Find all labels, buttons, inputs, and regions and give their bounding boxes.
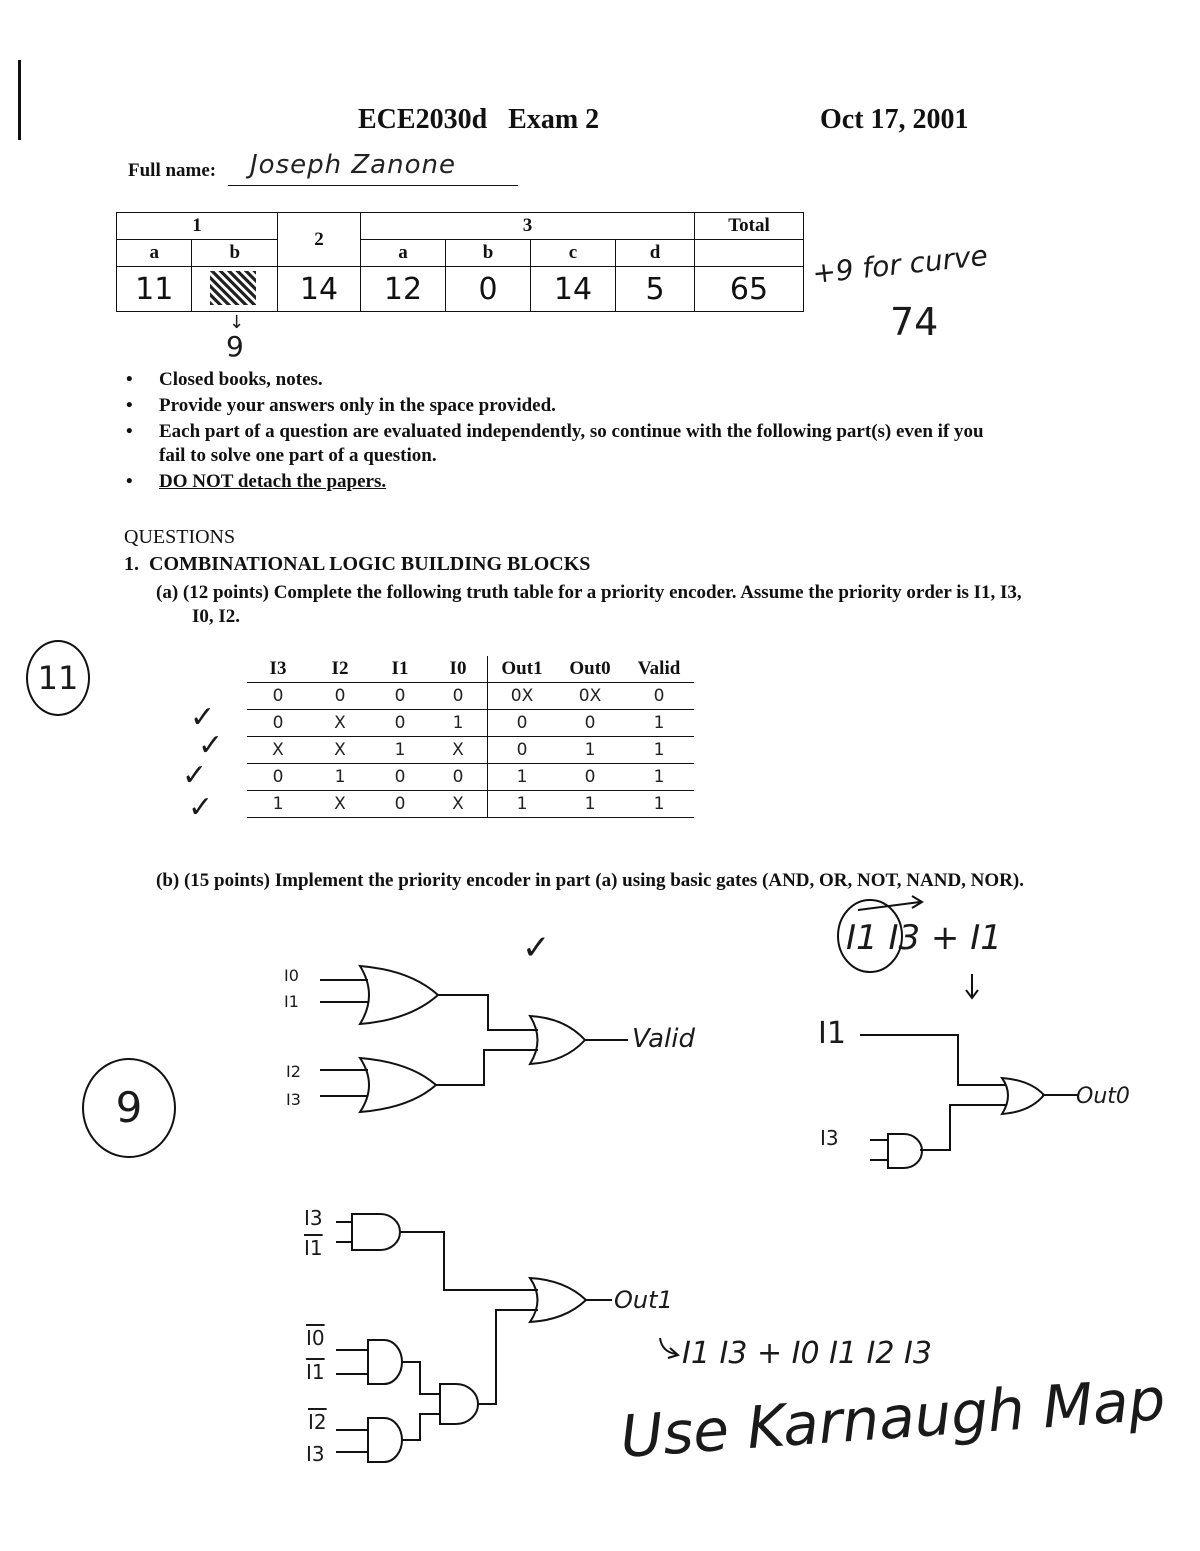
or-gate-valid: [530, 1016, 585, 1064]
input-label: I1: [304, 1236, 323, 1260]
tt-cell: 1: [488, 791, 557, 818]
name-label: Full name:: [128, 160, 217, 181]
student-name: Joseph Zanone: [250, 150, 456, 180]
tt-cell: X: [309, 737, 371, 764]
arrow-icon: [966, 974, 978, 998]
tt-cell: 1: [624, 791, 694, 818]
score-3b: 0: [446, 267, 531, 312]
tt-cell: 1: [371, 737, 429, 764]
input-label: I1: [306, 1360, 325, 1384]
tt-cell: 0: [488, 737, 557, 764]
out1-output-label: Out1: [614, 1286, 673, 1314]
tt-header-out1: Out1: [488, 656, 557, 683]
score-header-q3: 3: [361, 213, 695, 240]
wires-out0: [860, 1035, 1078, 1160]
and-gate-c: [368, 1340, 402, 1384]
score-header-q1: 1: [117, 213, 278, 240]
score-header-1a: a: [117, 240, 192, 267]
tt-cell: 1: [488, 764, 557, 791]
input-label: I3: [304, 1206, 323, 1230]
score-1b-corrected: 9: [226, 330, 244, 363]
tt-cell: 0: [371, 764, 429, 791]
tt-cell: 0: [371, 791, 429, 818]
tt-cell: 0: [247, 710, 309, 737]
arrow-down-icon: ↓: [229, 312, 245, 333]
bullet-icon: •: [126, 369, 133, 390]
instruction-item: • Provide your answers only in the space provided.: [126, 395, 556, 416]
tt-cell: 1: [556, 791, 624, 818]
score-total: 65: [695, 267, 804, 312]
tt-cell: 0: [624, 683, 694, 710]
tt-cell: X: [429, 791, 488, 818]
tt-cell: 1: [624, 764, 694, 791]
and-gate-e: [440, 1384, 478, 1424]
question-1-title: 1. COMBINATIONAL LOGIC BUILDING BLOCKS: [124, 553, 591, 575]
tt-cell: 0: [556, 710, 624, 737]
input-label: I0: [284, 966, 299, 985]
curved-total: 74: [890, 300, 939, 344]
question-1a-text: (a) (12 points) Complete the following truth table for a priority encoder. Assume the priority order is I1, I3, I0, I2.: [156, 582, 1022, 627]
check-icon: ✓: [188, 790, 214, 825]
tt-header-i2: I2: [309, 656, 371, 683]
and-gate-a: [352, 1214, 400, 1250]
input-label: I1: [284, 992, 299, 1011]
tt-cell: X: [309, 791, 371, 818]
input-label: I2: [286, 1062, 301, 1081]
bullet-icon: •: [126, 471, 133, 492]
curve-note: +9 for curve: [810, 238, 990, 291]
check-icon: ✓: [190, 700, 216, 735]
score-header-3b: b: [446, 240, 531, 267]
input-label: I1: [818, 1016, 846, 1051]
score-1a: 11: [117, 267, 192, 312]
score-header-1b: b: [192, 240, 278, 267]
course-title: ECE2030d Exam 2: [358, 104, 600, 135]
input-label: I3: [286, 1090, 301, 1109]
tt-cell: 0: [429, 683, 488, 710]
instruction-item: • DO NOT detach the papers.: [126, 471, 387, 492]
or-gate-out1: [530, 1278, 586, 1322]
tt-header-i1: I1: [371, 656, 429, 683]
part-a-score: 11: [37, 659, 79, 697]
check-icon: ✓: [182, 758, 208, 793]
check-icon: ✓: [198, 728, 224, 763]
score-3c: 14: [531, 267, 616, 312]
score-header-q2: 2: [278, 213, 361, 267]
bullet-icon: •: [126, 421, 133, 442]
valid-output-label: Valid: [632, 1024, 696, 1054]
tt-cell: 0X: [556, 683, 624, 710]
instruction-item: • Closed books, notes.: [126, 369, 323, 390]
questions-heading: QUESTIONS: [124, 526, 236, 548]
tt-header-i0: I0: [429, 656, 488, 683]
out0-expression: I1 I3 + I1: [846, 918, 1002, 958]
or-gate-1: [360, 966, 438, 1024]
tt-header-valid: Valid: [624, 656, 694, 683]
part-b-score: 9: [115, 1083, 143, 1132]
check-icon: ✓: [522, 928, 551, 968]
tt-cell: 0: [247, 683, 309, 710]
question-1b-text: (b) (15 points) Implement the priority encoder in part (a) using basic gates (AND, OR, NOT, NAND, NOR).: [156, 870, 1024, 891]
tt-cell: 1: [247, 791, 309, 818]
tt-cell: 0: [371, 710, 429, 737]
instruction-item: • Each part of a question are evaluated independently, so continue with the following part(s) even if you fail to solve one part of a question.: [126, 421, 984, 466]
and-gate-d: [368, 1418, 402, 1462]
tt-cell: 1: [429, 710, 488, 737]
tt-cell: 1: [624, 710, 694, 737]
tt-cell: 0: [309, 683, 371, 710]
tt-cell: 1: [309, 764, 371, 791]
tt-cell: 0: [371, 683, 429, 710]
tt-cell: 1: [624, 737, 694, 764]
tt-cell: X: [309, 710, 371, 737]
input-label: I0: [306, 1326, 325, 1350]
tt-cell: X: [247, 737, 309, 764]
and-gate-out0: [888, 1134, 922, 1168]
bullet-icon: •: [126, 395, 133, 416]
score-header-3c: c: [531, 240, 616, 267]
or-gate-2: [360, 1058, 436, 1112]
score-3d: 5: [616, 267, 695, 312]
or-gate-out0: [1002, 1078, 1044, 1114]
exam-date: Oct 17, 2001: [820, 104, 969, 135]
input-label: I3: [306, 1442, 325, 1466]
out1-expression: I1 I3 + I0 I1 I2 I3: [682, 1336, 932, 1371]
tt-header-i3: I3: [247, 656, 309, 683]
score-2: 14: [278, 267, 361, 312]
tt-cell: 0: [488, 710, 557, 737]
out0-output-label: Out0: [1076, 1084, 1130, 1109]
score-header-3d: d: [616, 240, 695, 267]
tt-cell: 0: [247, 764, 309, 791]
tt-cell: X: [429, 737, 488, 764]
input-label: I2: [308, 1410, 327, 1434]
tt-cell: 1: [556, 737, 624, 764]
score-3a: 12: [361, 267, 446, 312]
tt-cell: 0: [429, 764, 488, 791]
tt-header-out0: Out0: [556, 656, 624, 683]
karnaugh-note: Use Karnaugh Map: [618, 1365, 1168, 1471]
score-header-3a: a: [361, 240, 446, 267]
tt-cell: 0X: [488, 683, 557, 710]
tt-cell: 0: [556, 764, 624, 791]
score-header-total: Total: [695, 213, 804, 240]
input-label: I3: [820, 1126, 839, 1150]
curved-arrow-icon: [660, 1338, 678, 1358]
